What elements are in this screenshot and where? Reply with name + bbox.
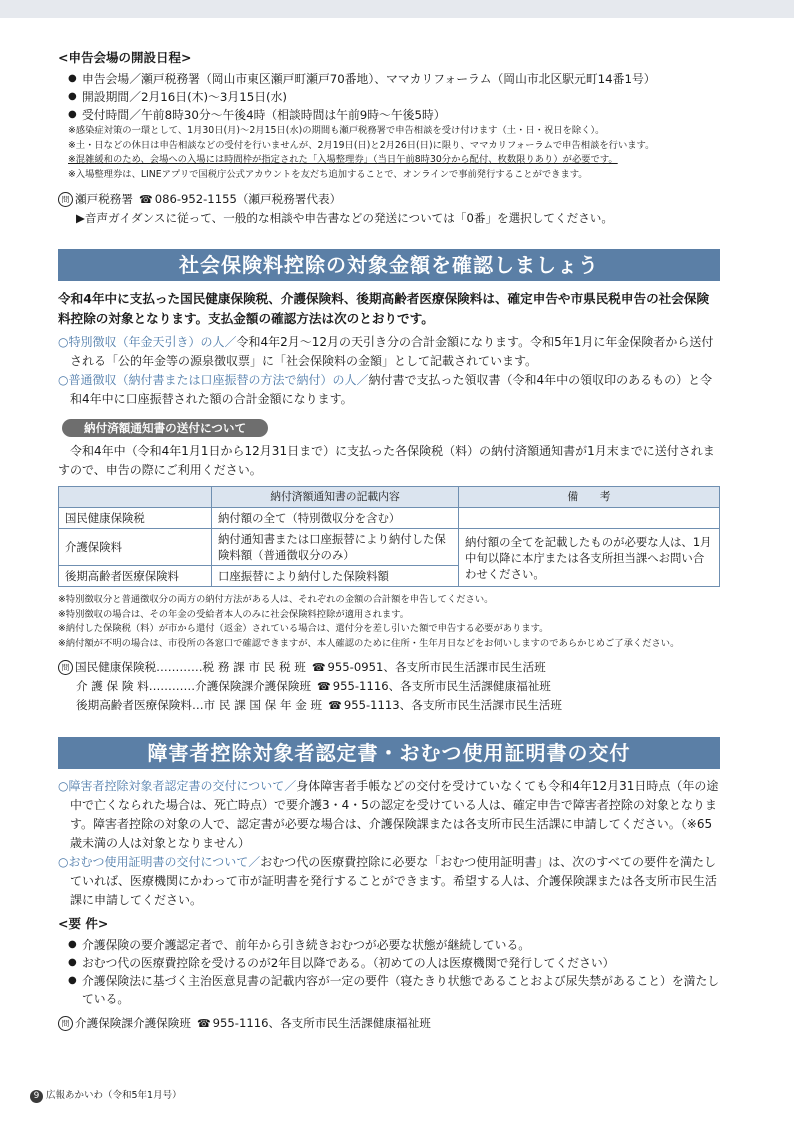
notice-pill: 納付済額通知書の送付について bbox=[62, 419, 268, 437]
social-note: ※納付額が不明の場合は、市役所の各窓口で確認できますが、本人確認のために住所・生年月日などをお伺いしますのであらかじめご了承ください。 bbox=[58, 637, 680, 649]
table-cell: 納付通知書または口座振替により納付した保険料額（普通徴収分のみ） bbox=[212, 529, 459, 566]
schedule-section bbox=[58, 48, 720, 227]
disability-certificate-label: ○障害者控除対象者認定書の交付について／ bbox=[58, 779, 297, 793]
contact-office: 瀬戸税務署 bbox=[75, 192, 133, 206]
diaper-certificate-item bbox=[58, 853, 720, 910]
page-footer bbox=[30, 1087, 182, 1103]
inquiry-mark-icon: 問 bbox=[58, 1016, 73, 1031]
schedule-note: ※入場整理券は、LINEアプリで国税庁公式アカウントを友だち追加することで、オンラインで事前発行することができます。 bbox=[68, 168, 588, 180]
contact-phone: 955-1116、各支所市民生活課健康福祉班 bbox=[332, 679, 551, 693]
notice-paragraph: 令和4年中（令和4年1月1日から12月31日まで）に支払った各保険税（料）の納付済額通知書が1月末までに送付されますので、申告の際にご利用ください。 bbox=[58, 444, 715, 477]
inquiry-mark-icon: 問 bbox=[58, 660, 73, 675]
contact-phone: 955-1116、各支所市民生活課健康福祉班 bbox=[212, 1016, 431, 1030]
disability-contact bbox=[58, 1014, 720, 1033]
requirement-item: ● 介護保険法に基づく主治医意見書の記載内容が一定の要件（寝たきり状態であることおよび尿失禁があること）を満たしている。 bbox=[68, 972, 720, 1008]
table-header: 納付済額通知書の記載内容 bbox=[212, 487, 459, 508]
requirement-item: ● 介護保険の要介護認定者で、前年から引き続きおむつが必要な状態が継続している。 bbox=[68, 936, 720, 954]
requirements-title: <要 件> bbox=[58, 916, 109, 931]
phone-icon: ☎ bbox=[138, 193, 153, 206]
contact-office: 市 民 課 国 保 年 金 班 bbox=[203, 698, 323, 712]
schedule-note: ※土・日などの休日は申告相談などの受付を行いませんが、2月19日(日)と2月26日(日)に限り、ママカリフォーラムで申告相談を行います。 bbox=[68, 139, 655, 151]
contact-office: 税 務 課 市 民 税 班 bbox=[202, 660, 306, 674]
phone-icon: ☎ bbox=[311, 661, 326, 674]
schedule-note-underlined: ※混雑緩和のため、会場への入場には時間枠が指定された「入場整理券」（当日午前8時30分から配付、枚数限りあり）が必要です。 bbox=[68, 154, 618, 165]
diaper-certificate-text: おむつ代の医療費控除に必要な「おむつ使用証明書」は、次のすべての要件を満たしていれば、医療機関にかわって市が証明書を発行することができます。希望する人は、介護保険課または各支所市民生活課に申請してください。 bbox=[70, 855, 717, 907]
table-header-row bbox=[59, 487, 720, 508]
payment-notice-table bbox=[58, 486, 720, 587]
contact-name: 国民健康保険税………… bbox=[75, 660, 203, 674]
disability-certificate-text: 身体障害者手帳などの交付を受けていなくても令和4年12月31日時点（年の途中で亡くなられた場合は、死亡時点）で要介護3・4・5の認定を受けている人は、確定申告で障害者控除の対象となります。障害者控除の対象の人で、認定書が必要な場合は、介護保険課または各支所市民生活課に申請してください。（※65歳未満の人は対象となりません） bbox=[70, 779, 719, 850]
disability-certificate-item bbox=[58, 777, 720, 853]
social-lead: 令和4年中に支払った国民健康保険税、介護保険料、後期高齢者医療保険料は、確定申告や市県民税申告の社会保険料控除の対象となります。支払金額の確認方法は次のとおりです。 bbox=[58, 291, 710, 326]
special-collection-label: ○特別徴収（年金天引き）の人／ bbox=[58, 335, 237, 349]
phone-icon: ☎ bbox=[328, 699, 342, 712]
inquiry-mark-icon: 問 bbox=[58, 192, 73, 207]
social-note: ※特別徴収の場合は、その年金の受給者本人のみに社会保険料控除が適用されます。 bbox=[58, 608, 410, 620]
social-contact bbox=[58, 677, 720, 696]
table-cell: 後期高齢者医療保険料 bbox=[59, 566, 212, 587]
page-number: 9 bbox=[30, 1090, 43, 1103]
contact-office: 介護保険課介護保険班 bbox=[195, 679, 312, 693]
table-row bbox=[59, 508, 720, 529]
table-cell: 介護保険料 bbox=[59, 529, 212, 566]
normal-collection-item bbox=[58, 371, 720, 409]
schedule-item: ● 開設期間／2月16日(木)～3月15日(水) bbox=[68, 88, 720, 106]
social-contact bbox=[58, 658, 720, 677]
requirement-item: ● おむつ代の医療費控除を受けるのが2年目以降である。（初めての人は医療機関で発行してください） bbox=[68, 954, 720, 972]
contact-phone: 955-1113、各支所市民生活課市民生活班 bbox=[343, 698, 562, 712]
contact-phone: 955-0951、各支所市民生活課市民生活班 bbox=[327, 660, 546, 674]
schedule-note: ※感染症対策の一環として、1月30日(月)～2月15日(水)の期間も瀬戸税務署で申告相談を受け付けます（土・日・祝日を除く）。 bbox=[68, 125, 605, 136]
normal-collection-label: ○普通徴収（納付書または口座振替の方法で納付）の人／ bbox=[58, 373, 369, 387]
contact-name: 介 護 保 険 料………… bbox=[76, 679, 196, 693]
normal-collection-text: 納付書で支払った領収書（令和4年中の領収印のあるもの）と令和4年中に口座振替された額の合計金額になります。 bbox=[70, 373, 713, 406]
contact-note: ▶音声ガイダンスに従って、一般的な相談や申告書などの発送については「0番」を選択してください。 bbox=[76, 211, 613, 225]
social-contact bbox=[58, 696, 720, 715]
section-banner-social-insurance: 社会保険料控除の対象金額を確認しましょう bbox=[58, 249, 720, 281]
table-cell bbox=[459, 508, 720, 529]
schedule-item: ● 申告会場／瀬戸税務署（岡山市東区瀬戸町瀬戸70番地）、ママカリフォーラム（岡山市北区駅元町14番1号） bbox=[68, 70, 720, 88]
page-content bbox=[58, 48, 720, 1033]
footer-text: 広報あかいわ（令和5年1月号） bbox=[46, 1090, 182, 1101]
tax-office-contact bbox=[58, 190, 720, 209]
table-cell: 口座振替により納付した保険料額 bbox=[212, 566, 459, 587]
contact-name: 後期高齢者医療保険料… bbox=[76, 698, 204, 712]
requirements-list bbox=[58, 936, 720, 1008]
schedule-note bbox=[58, 153, 720, 168]
phone-icon: ☎ bbox=[317, 680, 331, 693]
phone-icon: ☎ bbox=[196, 1017, 211, 1030]
table-cell: 国民健康保険税 bbox=[59, 508, 212, 529]
diaper-certificate-label: ○おむつ使用証明書の交付について／ bbox=[58, 855, 261, 869]
table-cell: 納付額の全て（特別徴収分を含む） bbox=[212, 508, 459, 529]
social-note: ※特別徴収分と普通徴収分の両方の納付方法がある人は、それぞれの金額の合計額を申告してください。 bbox=[58, 594, 494, 605]
special-collection-text: 令和4年2月～12月の天引き分の合計金額になります。令和5年1月に年金保険者から送付される「公的年金等の源泉徴収票」に「社会保険料の金額」として記載されています。 bbox=[70, 335, 714, 368]
schedule-list bbox=[58, 70, 720, 124]
top-band bbox=[0, 0, 794, 18]
section-banner-disability: 障害者控除対象者認定書・おむつ使用証明書の交付 bbox=[58, 737, 720, 769]
contact-office: 介護保険課介護保険班 bbox=[75, 1016, 191, 1030]
contact-phone: 086-952-1155（瀬戸税務署代表） bbox=[154, 192, 342, 206]
schedule-title: <申告会場の開設日程> bbox=[58, 50, 192, 65]
table-row bbox=[59, 529, 720, 566]
schedule-item: ● 受付時間／午前8時30分～午後4時（相談時間は午前9時～午後5時） bbox=[68, 106, 720, 124]
table-remark-cell: 納付額の全てを記載したものが必要な人は、1月中旬以降に本庁または各支所担当課へお問い合わせください。 bbox=[459, 529, 720, 587]
special-collection-item bbox=[58, 333, 720, 371]
table-header bbox=[59, 487, 212, 508]
table-header: 備 考 bbox=[459, 487, 720, 508]
social-note: ※納付した保険税（料）が市から還付（返金）されている場合は、還付分を差し引いた額で申告する必要があります。 bbox=[58, 623, 549, 634]
